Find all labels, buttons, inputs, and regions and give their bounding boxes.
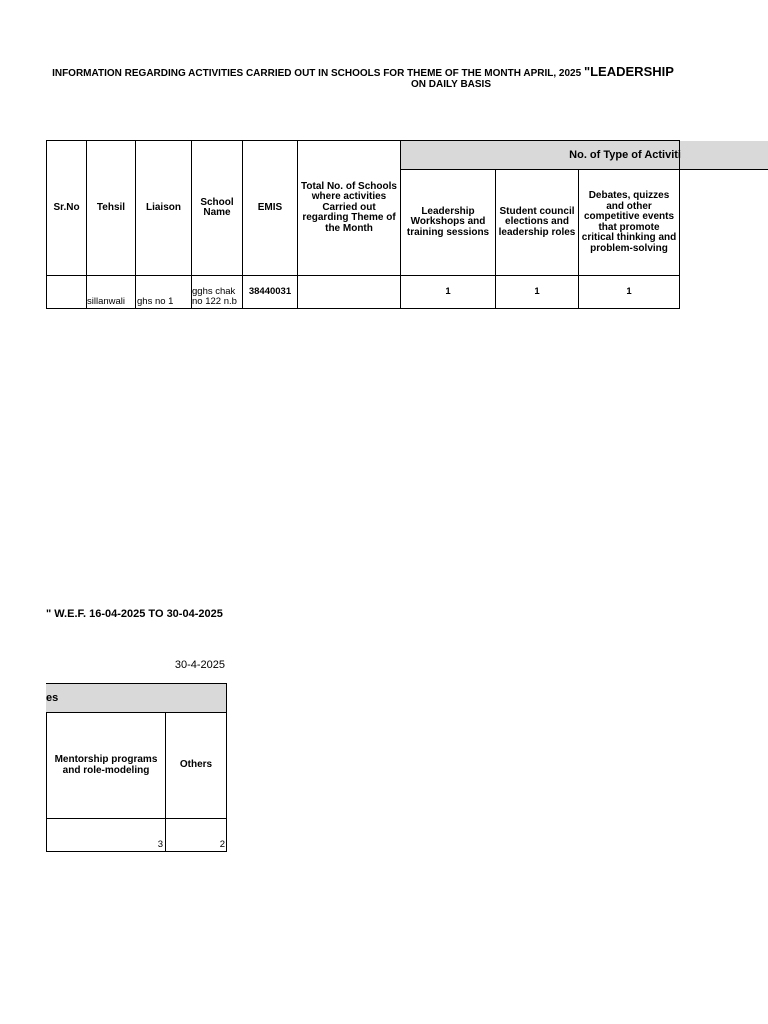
row-others: 2 (219, 839, 225, 850)
row-emis: 38440031 (248, 286, 292, 297)
header-mentorship: Mentorship programs and role-modeling (54, 754, 158, 776)
row-mentorship: 3 (157, 839, 163, 850)
row-school-name: gghs chak no 122 n.b (192, 286, 237, 307)
header-emis: EMIS (257, 201, 283, 213)
header-student-council: Student council elections and leadership roles (498, 205, 576, 238)
row-liaison: ghs no 1 (137, 296, 174, 307)
row-tehsil: sillanwali (87, 296, 126, 307)
header-others: Others (179, 759, 213, 771)
report-date: 30-4-2025 (174, 659, 225, 671)
header-leadership-workshops: Leadership Workshops and training sessions (406, 205, 490, 238)
header-total-schools: Total No. of Schools where activities Carried out regarding Theme of the Month (301, 180, 397, 234)
report-title-theme: "LEADERSHIP (583, 64, 674, 79)
header-school-name: School Name (200, 196, 234, 218)
row-workshops: 1 (445, 286, 451, 297)
row-council: 1 (534, 286, 540, 297)
header-activity-types-part1: No. of Type of Activiti (569, 148, 681, 161)
header-activity-types-part2: es (46, 691, 59, 704)
report-title-main: INFORMATION REGARDING ACTIVITIES CARRIED OUT IN SCHOOLS FOR THEME OF THE MONTH APRIL, 2025 (52, 68, 582, 79)
header-debates-quizzes: Debates, quizzes and other competitive events that promote critical thinking and problem-solving (581, 190, 677, 254)
header-liaison: Liaison (145, 201, 181, 213)
report-title-line2: ON DAILY BASIS (410, 79, 492, 90)
header-sr-no: Sr.No (53, 201, 80, 213)
header-tehsil: Tehsil (96, 201, 126, 213)
row-debates: 1 (626, 286, 632, 297)
report-title-period: " W.E.F. 16-04-2025 TO 30-04-2025 (46, 608, 223, 620)
